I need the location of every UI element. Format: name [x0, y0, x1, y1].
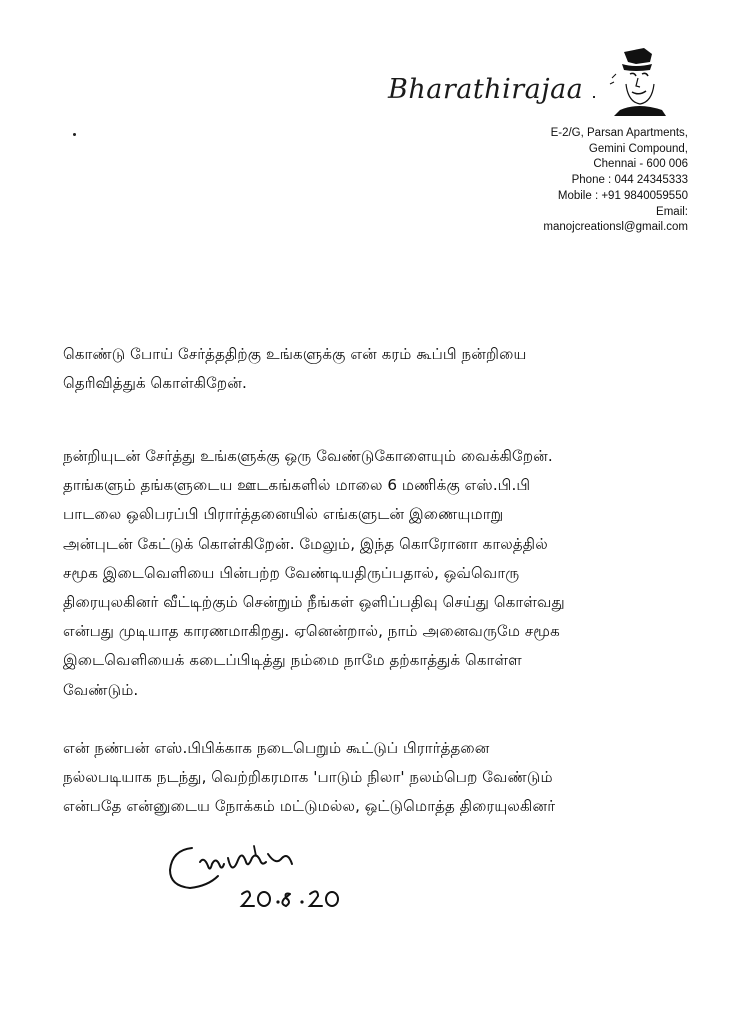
text-line: அன்புடன் கேட்டுக் கொள்கிறேன். மேலும், இந்த கொரோனா காலத்தில் [63, 534, 548, 553]
email-address: manojcreationsl@gmail.com [543, 221, 688, 234]
letterhead-address [488, 126, 688, 236]
address-line: E-2/G, Parsan Apartments, [550, 127, 688, 139]
text-line: இடைவெளியைக் கடைப்பிடித்து நம்மை நாமே தற்காத்துக் கொள்ள [63, 651, 522, 670]
text-line: நன்றியுடன் சேர்த்து உங்களுக்கு ஒரு வேண்டுகோளையும் வைக்கிறேன். [63, 447, 553, 465]
handwritten-signature [160, 836, 350, 916]
paragraph-prayer [63, 734, 703, 822]
mobile-line: Mobile : +91 9840059550 [557, 189, 688, 202]
text-line: என் நண்பன் எஸ்.பிபிக்காக நடைபெறும் கூட்டுப் பிரார்த்தனை [63, 739, 490, 757]
paragraph-thanks [63, 340, 703, 398]
text-line: பாடலை ஒலிபரப்பி பிரார்த்தனையில் எங்களுடன் இணையுமாறு [63, 505, 504, 524]
text-line: தெரிவித்துக் கொள்கிறேன். [63, 374, 247, 393]
text-line: நல்லபடியாக நடந்து, வெற்றிகரமாக 'பாடும் நிலா' நலம்பெற வேண்டும் [63, 768, 553, 787]
address-line: Gemini Compound, [588, 142, 688, 155]
text-line: சமூக இடைவெளியை பின்பற்ற வேண்டியதிருப்பதால், ஒவ்வொரு [63, 563, 520, 582]
paragraph-request [63, 442, 703, 705]
text-line: தாங்களும் தங்களுடைய ஊடகங்களில் மாலை 6 மணிக்கு எஸ்.பி.பி [63, 476, 531, 495]
scan-speck [593, 96, 595, 98]
text-line: கொண்டு போய் சேர்த்ததிற்கு உங்களுக்கு என் கரம் கூப்பி நன்றியை [63, 345, 527, 363]
text-line: என்பது முடியாத காரணமாகிறது. ஏனென்றால், நாம் அனைவருமே சமூக [63, 622, 560, 641]
address-line: Chennai - 600 006 [593, 158, 688, 171]
text-line: என்பதே என்னுடைய நோக்கம் மட்டுமல்ல, ஒட்டுமொத்த திரையுலகினர் [63, 797, 556, 816]
email-label: Email: [656, 205, 688, 218]
text-line: திரையுலகினர் வீட்டிற்கும் சென்றும் நீங்கள் ஒளிப்பதிவு செய்து கொள்வது [63, 593, 565, 612]
letterhead-name: Bharathirajaa [388, 74, 584, 105]
phone-line: Phone : 044 24345333 [571, 174, 688, 187]
scan-speck [73, 133, 76, 136]
portrait-sketch-icon [606, 44, 670, 116]
text-line: வேண்டும். [63, 680, 139, 699]
